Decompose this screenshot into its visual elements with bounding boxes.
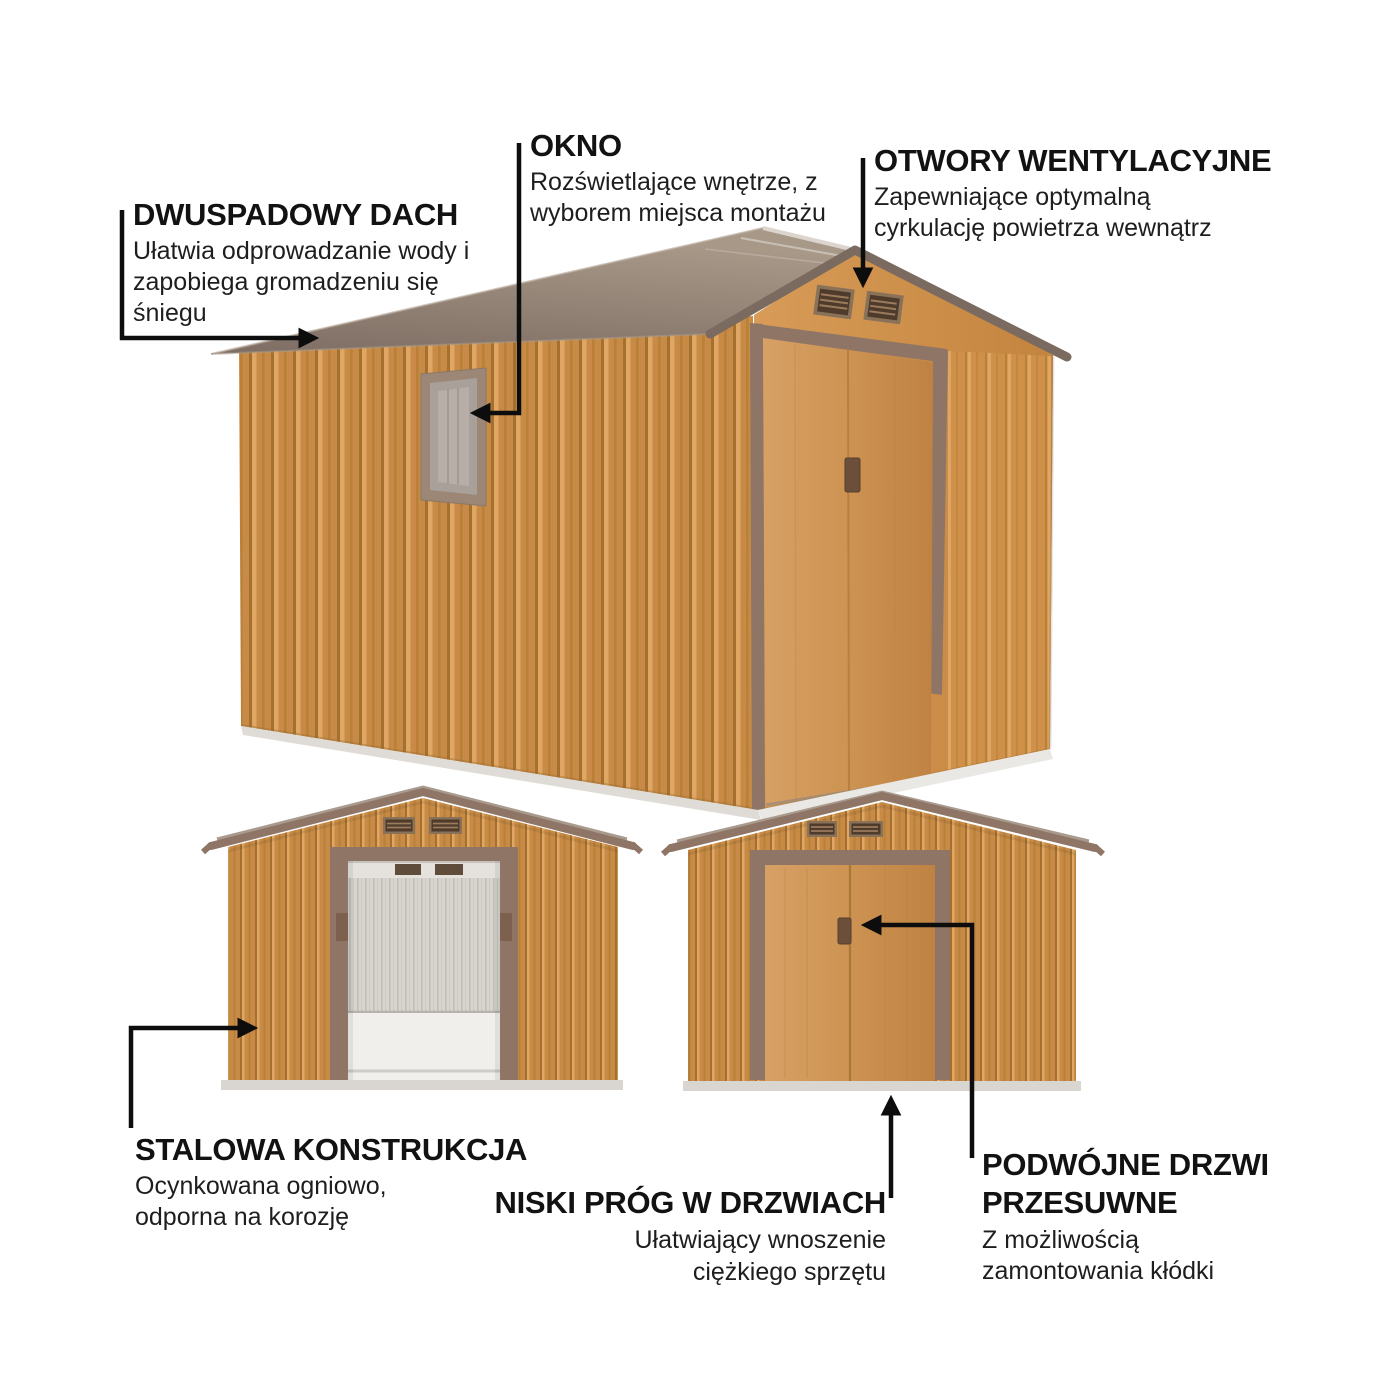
main-shed-vent-right: [863, 291, 903, 325]
annotation-steel: [135, 1131, 527, 1233]
main-shed-door: [763, 338, 933, 806]
closed-shed-door-handle: [838, 918, 851, 944]
annotation-window-desc-line: Rozświetlające wnętrze, z: [530, 168, 818, 196]
annotation-roof-desc: [133, 236, 469, 329]
annotation-vents: [874, 142, 1271, 244]
main-shed-window: [421, 368, 486, 506]
annotation-doors-desc-line: Z możliwością: [982, 1226, 1139, 1254]
closed-shed-vent-left: [807, 821, 837, 837]
main-shed-vent-left: [813, 285, 855, 320]
annotation-doors-desc-line: zamontowania kłódki: [982, 1257, 1215, 1285]
annotation-threshold: [494, 1184, 886, 1288]
annotation-doors-title: PRZESUWNE: [982, 1185, 1178, 1220]
annotation-window-title: OKNO: [530, 128, 622, 163]
closed-shed-illustration: [635, 788, 1140, 1113]
annotation-window-desc: [530, 167, 826, 229]
annotation-window: [530, 127, 826, 229]
annotation-steel-desc: [135, 1171, 527, 1233]
annotation-threshold-desc: [494, 1224, 886, 1288]
annotation-vents-title: OTWORY WENTYLACYJNE: [874, 143, 1272, 178]
annotation-vents-desc-line: cyrkulację powietrza wewnątrz: [874, 214, 1212, 242]
annotation-steel-desc-line: Ocynkowana ogniowo,: [135, 1172, 387, 1200]
open-shed-door-handle-left: [336, 913, 348, 941]
annotation-roof-desc-line: Ułatwia odprowadzanie wody i: [133, 237, 470, 265]
main-shed-side-wall: [239, 316, 758, 810]
closed-shed-vent-right: [849, 821, 883, 837]
open-shed-base: [221, 1080, 623, 1090]
annotation-threshold-desc-line: Ułatwiający wnoszenie: [634, 1226, 886, 1254]
annotation-roof-title: DWUSPADOWY DACH: [133, 197, 459, 232]
annotation-threshold-title: NISKI PRÓG W DRZWIACH: [494, 1185, 886, 1220]
annotation-window-desc-line: wyborem miejsca montażu: [530, 199, 826, 227]
annotation-vents-desc: [874, 182, 1271, 244]
open-shed-vent-left: [383, 817, 415, 834]
annotation-steel-desc-line: odporna na korozję: [135, 1203, 350, 1231]
closed-shed-base: [683, 1081, 1081, 1091]
open-shed-door-handle-right: [500, 913, 512, 941]
annotation-doors-desc: [982, 1225, 1269, 1287]
annotation-threshold-desc-line: ciężkiego sprzętu: [692, 1258, 886, 1286]
open-shed-vent-right: [429, 817, 462, 834]
closed-shed-doors: [765, 865, 935, 1081]
annotation-roof: [133, 196, 469, 329]
annotation-vents-desc-line: Zapewniające optymalną: [874, 183, 1151, 211]
annotation-roof-desc-line: śniegu: [133, 299, 207, 327]
main-shed-door-handle: [845, 458, 860, 492]
annotation-doors-title: PODWÓJNE DRZWI: [982, 1147, 1269, 1182]
open-shed-illustration: [165, 783, 670, 1113]
annotation-steel-title: STALOWA KONSTRUKCJA: [135, 1132, 528, 1167]
annotation-roof-desc-line: zapobiega gromadzeniu się: [133, 268, 439, 296]
open-shed-interior: [348, 861, 500, 1082]
annotation-doors: [982, 1146, 1269, 1287]
